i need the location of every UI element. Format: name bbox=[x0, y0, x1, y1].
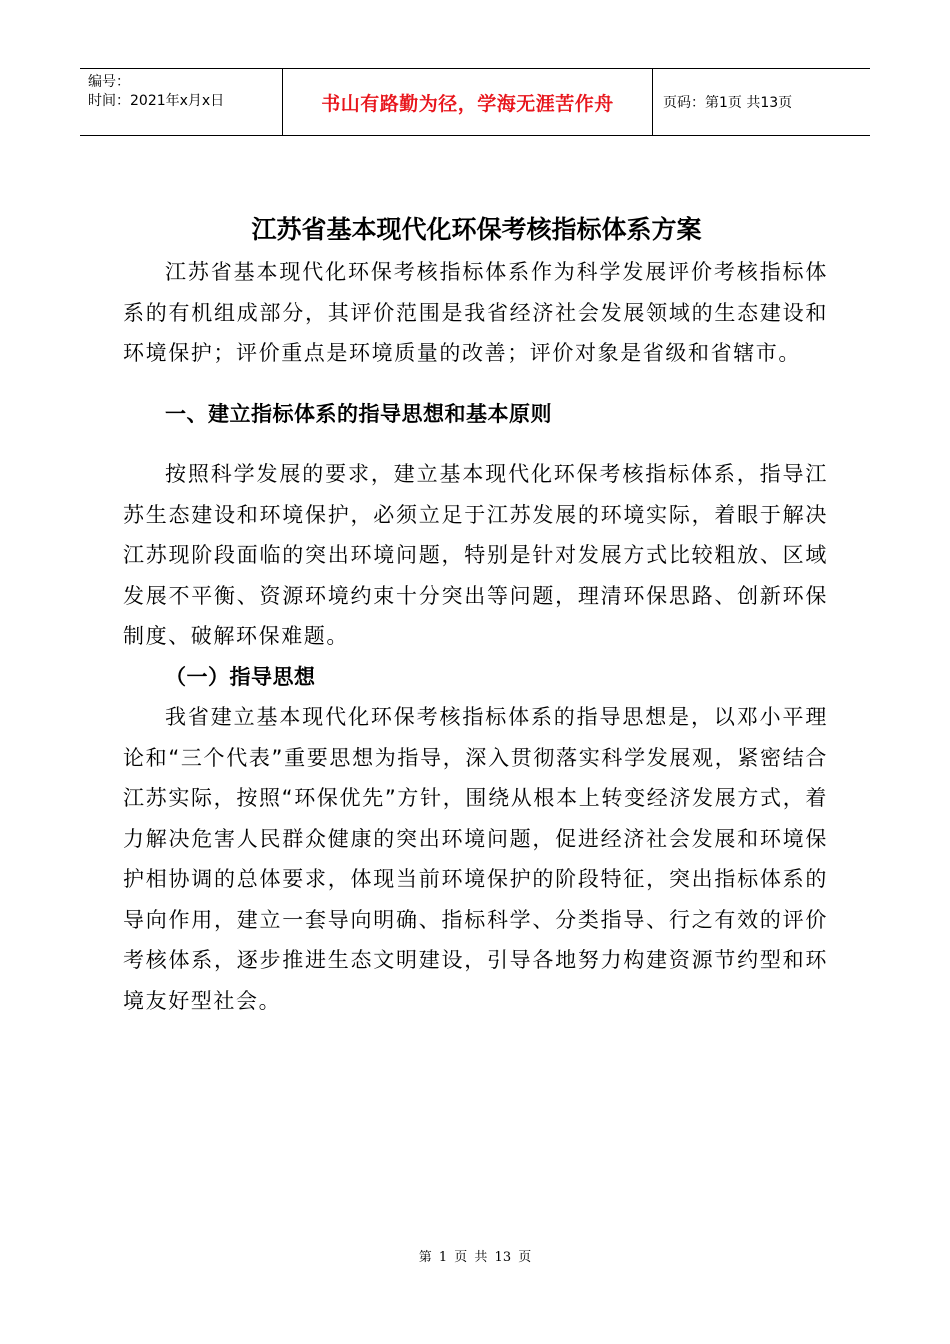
intro-paragraph: 江苏省基本现代化环保考核指标体系作为科学发展评价考核指标体系的有机组成部分，其评价范围是我省经济社会发展领域的生态建设和环境保护；评价重点是环境质量的改善；评价对象是省级和省辖市。 bbox=[123, 260, 828, 365]
document-body bbox=[123, 208, 828, 1021]
section-paragraph: 按照科学发展的要求，建立基本现代化环保考核指标体系，指导江苏生态建设和环境保护，必须立足于江苏发展的环境实际，着眼于解决江苏现阶段面临的突出环境问题，特别是针对发展方式比较粗放、区域发展不平衡、资源环境约束十分突出等问题，理清环保思路、创新环保制度、破解环保难题。 bbox=[123, 462, 828, 648]
header-meta bbox=[80, 69, 282, 135]
number-label: 编号： bbox=[88, 74, 130, 90]
subsection-heading: （一）指导思想 bbox=[165, 664, 316, 689]
document-title: 江苏省基本现代化环保考核指标体系方案 bbox=[251, 215, 702, 244]
page-header bbox=[80, 68, 870, 136]
time-label: 时间：2021年x月x日 bbox=[88, 93, 225, 109]
header-page-info: 页码：第1页 共13页 bbox=[663, 95, 793, 111]
page-footer: 第 1 页 共 13 页 bbox=[418, 1250, 532, 1265]
subsection-paragraph: 我省建立基本现代化环保考核指标体系的指导思想是，以邓小平理论和“三个代表”重要思想为指导，深入贯彻落实科学发展观，紧密结合江苏实际，按照“环保优先”方针，围绕从根本上转变经济发展方式，着力解决危害人民群众健康的突出环境问题，促进经济社会发展和环境保护相协调的总体要求，体现当前环境保护的阶段特征，突出指标体系的导向作用，建立一套导向明确、指标科学、分类指导、行之有效的评价考核体系，逐步推进生态文明建设，引导各地努力构建资源节约型和环境友好型社会。 bbox=[123, 705, 828, 1013]
header-motto: 书山有路勤为径，学海无涯苦作舟 bbox=[282, 69, 653, 135]
section-heading: 一、建立指标体系的指导思想和基本原则 bbox=[165, 401, 552, 426]
